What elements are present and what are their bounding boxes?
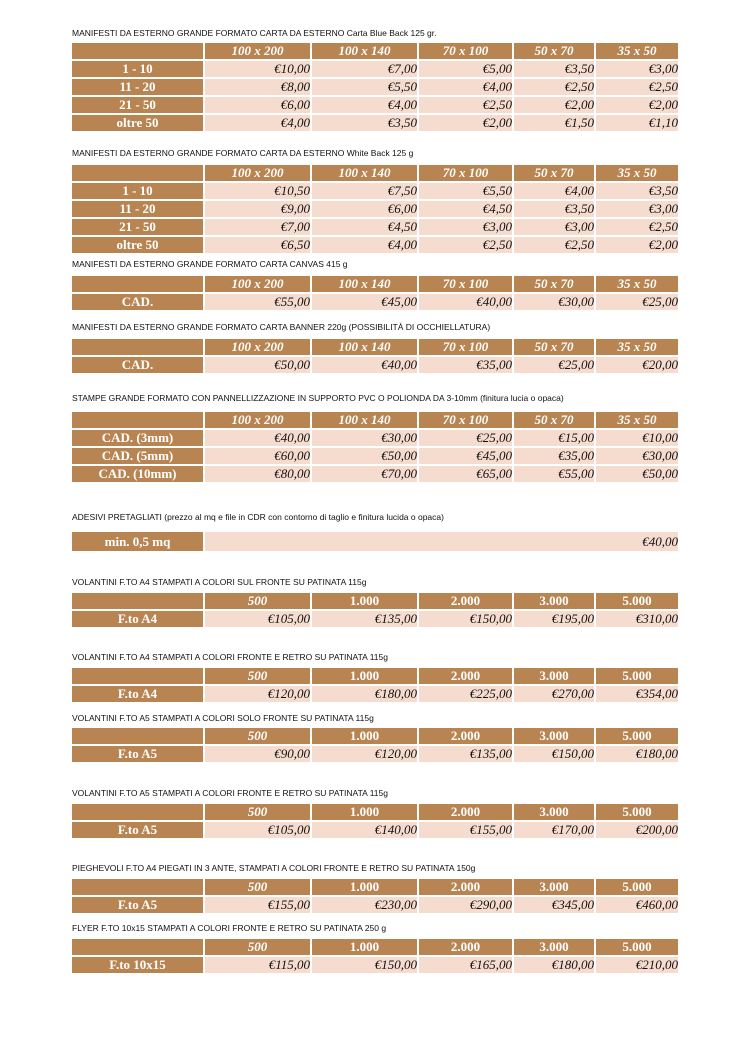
column-header: 70 x 100	[419, 412, 514, 430]
table-row	[72, 448, 678, 466]
price-cell: €80,00	[205, 466, 312, 484]
column-header: 70 x 100	[419, 339, 514, 357]
price-cell: €2,50	[514, 79, 596, 97]
price-cell: €10,50	[205, 183, 312, 201]
price-table	[72, 728, 678, 764]
row-label: oltre 50	[72, 115, 205, 133]
row-label: 21 - 50	[72, 219, 205, 237]
row-label: 1 - 10	[72, 183, 205, 201]
table-row	[72, 97, 678, 115]
price-cell: €4,50	[312, 219, 419, 237]
section-title: ADESIVI PRETAGLIATI (prezzo al mq e file in CDR con contorno di taglio e finitura lucida o opaca)	[72, 512, 444, 522]
price-cell: €2,00	[514, 97, 596, 115]
table-row	[72, 294, 678, 312]
price-cell: €4,00	[419, 79, 514, 97]
column-header: 500	[205, 668, 312, 686]
price-cell: €45,00	[419, 448, 514, 466]
section-title: STAMPE GRANDE FORMATO CON PANNELLIZZAZIONE IN SUPPORTO PVC O POLIONDA DA 3-10mm (finitura lucia o opaca)	[72, 393, 564, 403]
price-cell: €3,50	[596, 183, 678, 201]
header-corner	[72, 593, 205, 611]
row-label: F.to A5	[72, 822, 205, 840]
row-label: F.to A4	[72, 611, 205, 629]
column-header: 1.000	[312, 668, 419, 686]
section-title: FLYER F.TO 10x15 STAMPATI A COLORI FRONTE E RETRO SU PATINATA 250 g	[72, 923, 387, 933]
column-header: 3.000	[514, 879, 596, 897]
header-corner	[72, 939, 205, 957]
price-cell: €210,00	[596, 957, 678, 975]
price-cell: €10,00	[205, 61, 312, 79]
column-header: 100 x 140	[312, 339, 419, 357]
price-cell: €155,00	[419, 822, 514, 840]
price-table	[72, 804, 678, 840]
price-cell: €35,00	[514, 448, 596, 466]
table-row	[72, 466, 678, 484]
price-cell: €30,00	[312, 430, 419, 448]
price-cell: €25,00	[419, 430, 514, 448]
price-cell: €1,50	[514, 115, 596, 133]
header-corner	[72, 728, 205, 746]
column-header: 500	[205, 939, 312, 957]
table-row	[72, 201, 678, 219]
price-cell: €10,00	[596, 430, 678, 448]
price-cell: €5,50	[419, 183, 514, 201]
price-cell: €4,00	[312, 237, 419, 255]
header-corner	[72, 276, 205, 294]
column-header: 500	[205, 728, 312, 746]
table-row	[72, 957, 678, 975]
price-cell: €170,00	[514, 822, 596, 840]
price-cell: €55,00	[514, 466, 596, 484]
column-header: 500	[205, 804, 312, 822]
price-cell: €310,00	[596, 611, 678, 629]
price-cell: €5,00	[419, 61, 514, 79]
column-header: 5.000	[596, 804, 678, 822]
table-header-row	[72, 668, 678, 686]
price-cell: €2,50	[596, 219, 678, 237]
price-table	[72, 593, 678, 629]
column-header: 3.000	[514, 939, 596, 957]
table-header-row	[72, 804, 678, 822]
row-label: CAD. (3mm)	[72, 430, 205, 448]
column-header: 50 x 70	[514, 43, 596, 61]
section-title: VOLANTINI F.TO A5 STAMPATI A COLORI SOLO FRONTE SU PATINATA 115g	[72, 713, 374, 723]
table-row	[72, 79, 678, 97]
column-header: 2.000	[419, 939, 514, 957]
table-header-row	[72, 939, 678, 957]
price-cell: €7,00	[205, 219, 312, 237]
price-cell: €4,50	[419, 201, 514, 219]
row-label: F.to 10x15	[72, 957, 205, 975]
price-cell: €120,00	[205, 686, 312, 704]
table-row	[72, 183, 678, 201]
price-cell: €135,00	[419, 746, 514, 764]
price-cell: €50,00	[596, 466, 678, 484]
row-label: F.to A5	[72, 897, 205, 915]
table-row	[72, 611, 678, 629]
price-cell: €140,00	[312, 822, 419, 840]
column-header: 5.000	[596, 593, 678, 611]
price-cell: €165,00	[419, 957, 514, 975]
table-row	[72, 822, 678, 840]
price-table	[72, 668, 678, 704]
price-table	[72, 879, 678, 915]
price-cell: €195,00	[514, 611, 596, 629]
column-header: 100 x 140	[312, 412, 419, 430]
section-title: PIEGHEVOLI F.TO A4 PIEGATI IN 3 ANTE, STAMPATI A COLORI FRONTE E RETRO SU PATINATA 150g	[72, 863, 476, 873]
column-header: 100 x 200	[205, 276, 312, 294]
column-header: 2.000	[419, 668, 514, 686]
column-header: 2.000	[419, 879, 514, 897]
price-cell: €50,00	[205, 357, 312, 375]
table-row	[72, 115, 678, 133]
column-header: 1.000	[312, 879, 419, 897]
header-corner	[72, 879, 205, 897]
price-cell: €3,00	[419, 219, 514, 237]
price-table	[72, 412, 678, 484]
price-cell: €90,00	[205, 746, 312, 764]
section-title: VOLANTINI F.TO A4 STAMPATI A COLORI FRONTE E RETRO SU PATINATA 115g	[72, 652, 388, 662]
price-table	[72, 276, 678, 312]
price-cell: €35,00	[419, 357, 514, 375]
price-cell: €25,00	[596, 294, 678, 312]
column-header: 1.000	[312, 804, 419, 822]
row-label: 11 - 20	[72, 201, 205, 219]
price-table	[72, 43, 678, 133]
section-title: MANIFESTI DA ESTERNO GRANDE FORMATO CARTA DA ESTERNO Carta Blue Back 125 gr.	[72, 28, 437, 38]
column-header: 1.000	[312, 728, 419, 746]
price-table	[72, 532, 678, 553]
price-cell: €25,00	[514, 357, 596, 375]
price-cell: €65,00	[419, 466, 514, 484]
column-header: 5.000	[596, 728, 678, 746]
column-header: 2.000	[419, 728, 514, 746]
row-label: oltre 50	[72, 237, 205, 255]
price-cell: €20,00	[596, 357, 678, 375]
price-cell: €9,00	[205, 201, 312, 219]
table-row	[72, 686, 678, 704]
header-corner	[72, 412, 205, 430]
price-cell: €2,50	[514, 237, 596, 255]
price-cell: €120,00	[312, 746, 419, 764]
table-row	[72, 897, 678, 915]
column-header: 50 x 70	[514, 276, 596, 294]
column-header: 1.000	[312, 939, 419, 957]
column-header: 35 x 50	[596, 276, 678, 294]
section-title: MANIFESTI DA ESTERNO GRANDE FORMATO CARTA CANVAS 415 g	[72, 259, 348, 269]
price-cell: €230,00	[312, 897, 419, 915]
price-cell: €225,00	[419, 686, 514, 704]
column-header: 3.000	[514, 728, 596, 746]
price-cell: €105,00	[205, 611, 312, 629]
column-header: 100 x 140	[312, 43, 419, 61]
table-row	[72, 219, 678, 237]
column-header: 70 x 100	[419, 43, 514, 61]
price-cell: €354,00	[596, 686, 678, 704]
table-row	[72, 357, 678, 375]
price-cell: €150,00	[312, 957, 419, 975]
column-header: 5.000	[596, 939, 678, 957]
price-cell: €1,10	[596, 115, 678, 133]
price-cell: €60,00	[205, 448, 312, 466]
section-title: MANIFESTI DA ESTERNO GRANDE FORMATO CARTA BANNER 220g (POSSIBILITÀ DI OCCHIELLATURA)	[72, 322, 491, 332]
price-cell: €150,00	[514, 746, 596, 764]
column-header: 100 x 200	[205, 43, 312, 61]
table-header-row	[72, 43, 678, 61]
table-header-row	[72, 728, 678, 746]
price-cell: €7,50	[312, 183, 419, 201]
price-table	[72, 939, 678, 975]
column-header: 35 x 50	[596, 43, 678, 61]
price-cell: €460,00	[596, 897, 678, 915]
price-cell: €55,00	[205, 294, 312, 312]
column-header: 3.000	[514, 593, 596, 611]
row-label: F.to A4	[72, 686, 205, 704]
price-cell: €6,00	[205, 97, 312, 115]
header-corner	[72, 339, 205, 357]
column-header: 50 x 70	[514, 165, 596, 183]
price-cell: €50,00	[312, 448, 419, 466]
header-corner	[72, 804, 205, 822]
price-cell: €105,00	[205, 822, 312, 840]
section-title: VOLANTINI F.TO A4 STAMPATI A COLORI SUL FRONTE SU PATINATA 115g	[72, 577, 367, 587]
price-cell: €45,00	[312, 294, 419, 312]
price-cell: €6,50	[205, 237, 312, 255]
row-label: 1 - 10	[72, 61, 205, 79]
table-header-row	[72, 339, 678, 357]
price-cell: €180,00	[312, 686, 419, 704]
row-label: F.to A5	[72, 746, 205, 764]
header-corner	[72, 668, 205, 686]
column-header: 500	[205, 593, 312, 611]
price-table	[72, 165, 678, 255]
price-cell: €180,00	[596, 746, 678, 764]
row-label: 11 - 20	[72, 79, 205, 97]
price-cell: €15,00	[514, 430, 596, 448]
price-cell: €2,00	[419, 115, 514, 133]
row-label: 21 - 50	[72, 97, 205, 115]
price-cell: €4,00	[312, 97, 419, 115]
price-cell: €3,50	[514, 61, 596, 79]
price-cell: €30,00	[514, 294, 596, 312]
price-cell: €150,00	[419, 611, 514, 629]
price-cell: €345,00	[514, 897, 596, 915]
price-cell: €40,00	[312, 357, 419, 375]
price-cell: €30,00	[596, 448, 678, 466]
section-title: MANIFESTI DA ESTERNO GRANDE FORMATO CARTA DA ESTERNO White Back 125 g	[72, 148, 414, 158]
column-header: 100 x 200	[205, 165, 312, 183]
header-corner	[72, 43, 205, 61]
price-cell: €3,00	[596, 61, 678, 79]
table-header-row	[72, 412, 678, 430]
price-cell: €7,00	[312, 61, 419, 79]
column-header: 100 x 140	[312, 276, 419, 294]
column-header: 3.000	[514, 804, 596, 822]
price-cell: €3,50	[514, 201, 596, 219]
column-header: 500	[205, 879, 312, 897]
price-cell: €135,00	[312, 611, 419, 629]
column-header: 2.000	[419, 593, 514, 611]
price-cell: €2,00	[596, 237, 678, 255]
price-cell: €70,00	[312, 466, 419, 484]
column-header: 35 x 50	[596, 412, 678, 430]
section-title: VOLANTINI F.TO A5 STAMPATI A COLORI FRONTE E RETRO SU PATINATA 115g	[72, 788, 388, 798]
row-label: CAD.	[72, 357, 205, 375]
column-header: 100 x 200	[205, 412, 312, 430]
column-header: 100 x 200	[205, 339, 312, 357]
price-cell: €5,50	[312, 79, 419, 97]
table-header-row	[72, 276, 678, 294]
price-cell: €40,00	[205, 532, 678, 553]
price-cell: €180,00	[514, 957, 596, 975]
price-cell: €8,00	[205, 79, 312, 97]
table-header-row	[72, 879, 678, 897]
column-header: 50 x 70	[514, 412, 596, 430]
table-row	[72, 237, 678, 255]
price-cell: €2,50	[419, 237, 514, 255]
table-row	[72, 61, 678, 79]
price-cell: €2,50	[419, 97, 514, 115]
price-cell: €6,00	[312, 201, 419, 219]
table-row	[72, 532, 678, 553]
price-cell: €2,00	[596, 97, 678, 115]
column-header: 35 x 50	[596, 339, 678, 357]
table-row	[72, 430, 678, 448]
price-cell: €3,00	[514, 219, 596, 237]
column-header: 35 x 50	[596, 165, 678, 183]
header-corner	[72, 165, 205, 183]
table-header-row	[72, 165, 678, 183]
column-header: 5.000	[596, 879, 678, 897]
price-cell: €4,00	[514, 183, 596, 201]
price-table	[72, 339, 678, 375]
column-header: 70 x 100	[419, 276, 514, 294]
price-cell: €115,00	[205, 957, 312, 975]
price-cell: €40,00	[419, 294, 514, 312]
row-label: CAD. (5mm)	[72, 448, 205, 466]
column-header: 1.000	[312, 593, 419, 611]
price-cell: €270,00	[514, 686, 596, 704]
price-cell: €155,00	[205, 897, 312, 915]
column-header: 70 x 100	[419, 165, 514, 183]
column-header: 2.000	[419, 804, 514, 822]
column-header: 5.000	[596, 668, 678, 686]
column-header: 3.000	[514, 668, 596, 686]
table-header-row	[72, 593, 678, 611]
price-cell: €2,50	[596, 79, 678, 97]
price-cell: €200,00	[596, 822, 678, 840]
row-label: CAD. (10mm)	[72, 466, 205, 484]
column-header: 100 x 140	[312, 165, 419, 183]
column-header: 50 x 70	[514, 339, 596, 357]
row-label: CAD.	[72, 294, 205, 312]
price-cell: €3,00	[596, 201, 678, 219]
table-row	[72, 746, 678, 764]
price-cell: €40,00	[205, 430, 312, 448]
price-cell: €3,50	[312, 115, 419, 133]
price-cell: €4,00	[205, 115, 312, 133]
row-label: min. 0,5 mq	[72, 532, 205, 553]
price-cell: €290,00	[419, 897, 514, 915]
